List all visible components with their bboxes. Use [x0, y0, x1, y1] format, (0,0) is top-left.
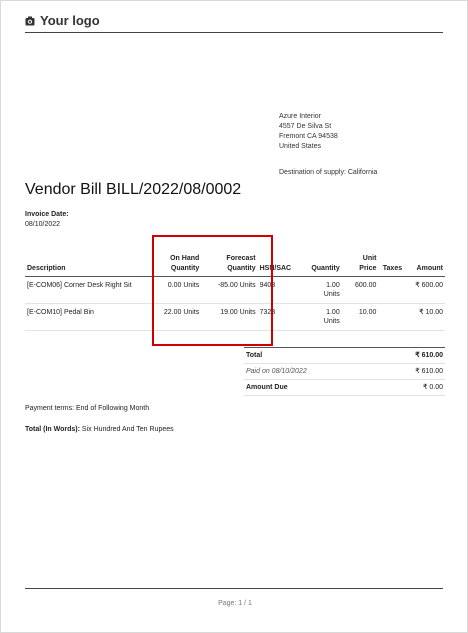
paid-label: Paid on 08/10/2022 — [244, 364, 379, 380]
vendor-address — [279, 112, 338, 152]
address-line: 4557 De Silva St — [279, 123, 332, 130]
payment-terms: Payment terms: End of Following Month — [25, 405, 150, 412]
line-quantity: 1.00 Units — [301, 277, 342, 304]
line-description: [E-COM10] Pedal Bin — [25, 304, 148, 331]
bill-title: Vendor Bill BILL/2022/08/0002 — [25, 181, 242, 198]
camera-icon — [25, 16, 35, 26]
col-amount: Amount — [404, 252, 445, 277]
line-forecast: -85.00 Units — [201, 277, 257, 304]
line-taxes — [378, 277, 404, 304]
total-in-words — [25, 426, 174, 433]
col-on-hand-quantity: On Hand Quantity — [148, 252, 202, 277]
line-hsn: 7323 — [258, 304, 301, 331]
total-row — [244, 348, 445, 364]
amount-due-row — [244, 380, 445, 396]
total-in-words-label: Total (In Words): — [25, 426, 80, 433]
line-description: [E-COM06] Corner Desk Right Sit — [25, 277, 148, 304]
destination-of-supply: Destination of supply: California — [279, 169, 378, 176]
total-label: Total — [244, 348, 379, 364]
col-forecast-quantity: Forecast Quantity — [201, 252, 257, 277]
line-on-hand: 0.00 Units — [148, 277, 202, 304]
line-forecast: 19.00 Units — [201, 304, 257, 331]
col-hsn-sac: HSN/SAC — [258, 252, 301, 277]
line-quantity: 1.00 Units — [301, 304, 342, 331]
address-line: United States — [279, 143, 322, 150]
total-value: ₹ 610.00 — [379, 348, 445, 364]
header-divider — [25, 32, 443, 33]
amount-due-label: Amount Due — [244, 380, 379, 396]
line-on-hand: 22.00 Units — [148, 304, 202, 331]
invoice-date-label: Invoice Date: — [25, 211, 69, 218]
logo-text: Your logo — [40, 13, 100, 28]
page-number: Page: 1 / 1 — [218, 600, 252, 607]
col-taxes: Taxes — [378, 252, 404, 277]
paid-value: ₹ 610.00 — [379, 364, 445, 380]
amount-due-value: ₹ 0.00 — [379, 380, 445, 396]
col-quantity: Quantity — [301, 252, 342, 277]
highlight-box — [152, 235, 273, 346]
line-taxes — [378, 304, 404, 331]
col-unit-price: Unit Price — [342, 252, 379, 277]
line-unit-price: 600.00 — [342, 277, 379, 304]
address-line: Fremont CA 94538 — [279, 133, 338, 140]
totals-table — [244, 347, 445, 396]
company-logo — [25, 13, 100, 28]
line-unit-price: 10.00 — [342, 304, 379, 331]
line-amount: ₹ 10.00 — [404, 304, 445, 331]
address-line: Azure Interior — [279, 113, 322, 120]
paid-row — [244, 364, 445, 380]
col-description: Description — [25, 252, 148, 277]
total-in-words-value: Six Hundred And Ten Rupees — [81, 426, 174, 433]
invoice-date: 08/10/2022 — [25, 221, 61, 228]
line-amount: ₹ 600.00 — [404, 277, 445, 304]
line-hsn: 9403 — [258, 277, 301, 304]
footer-divider — [25, 588, 443, 589]
